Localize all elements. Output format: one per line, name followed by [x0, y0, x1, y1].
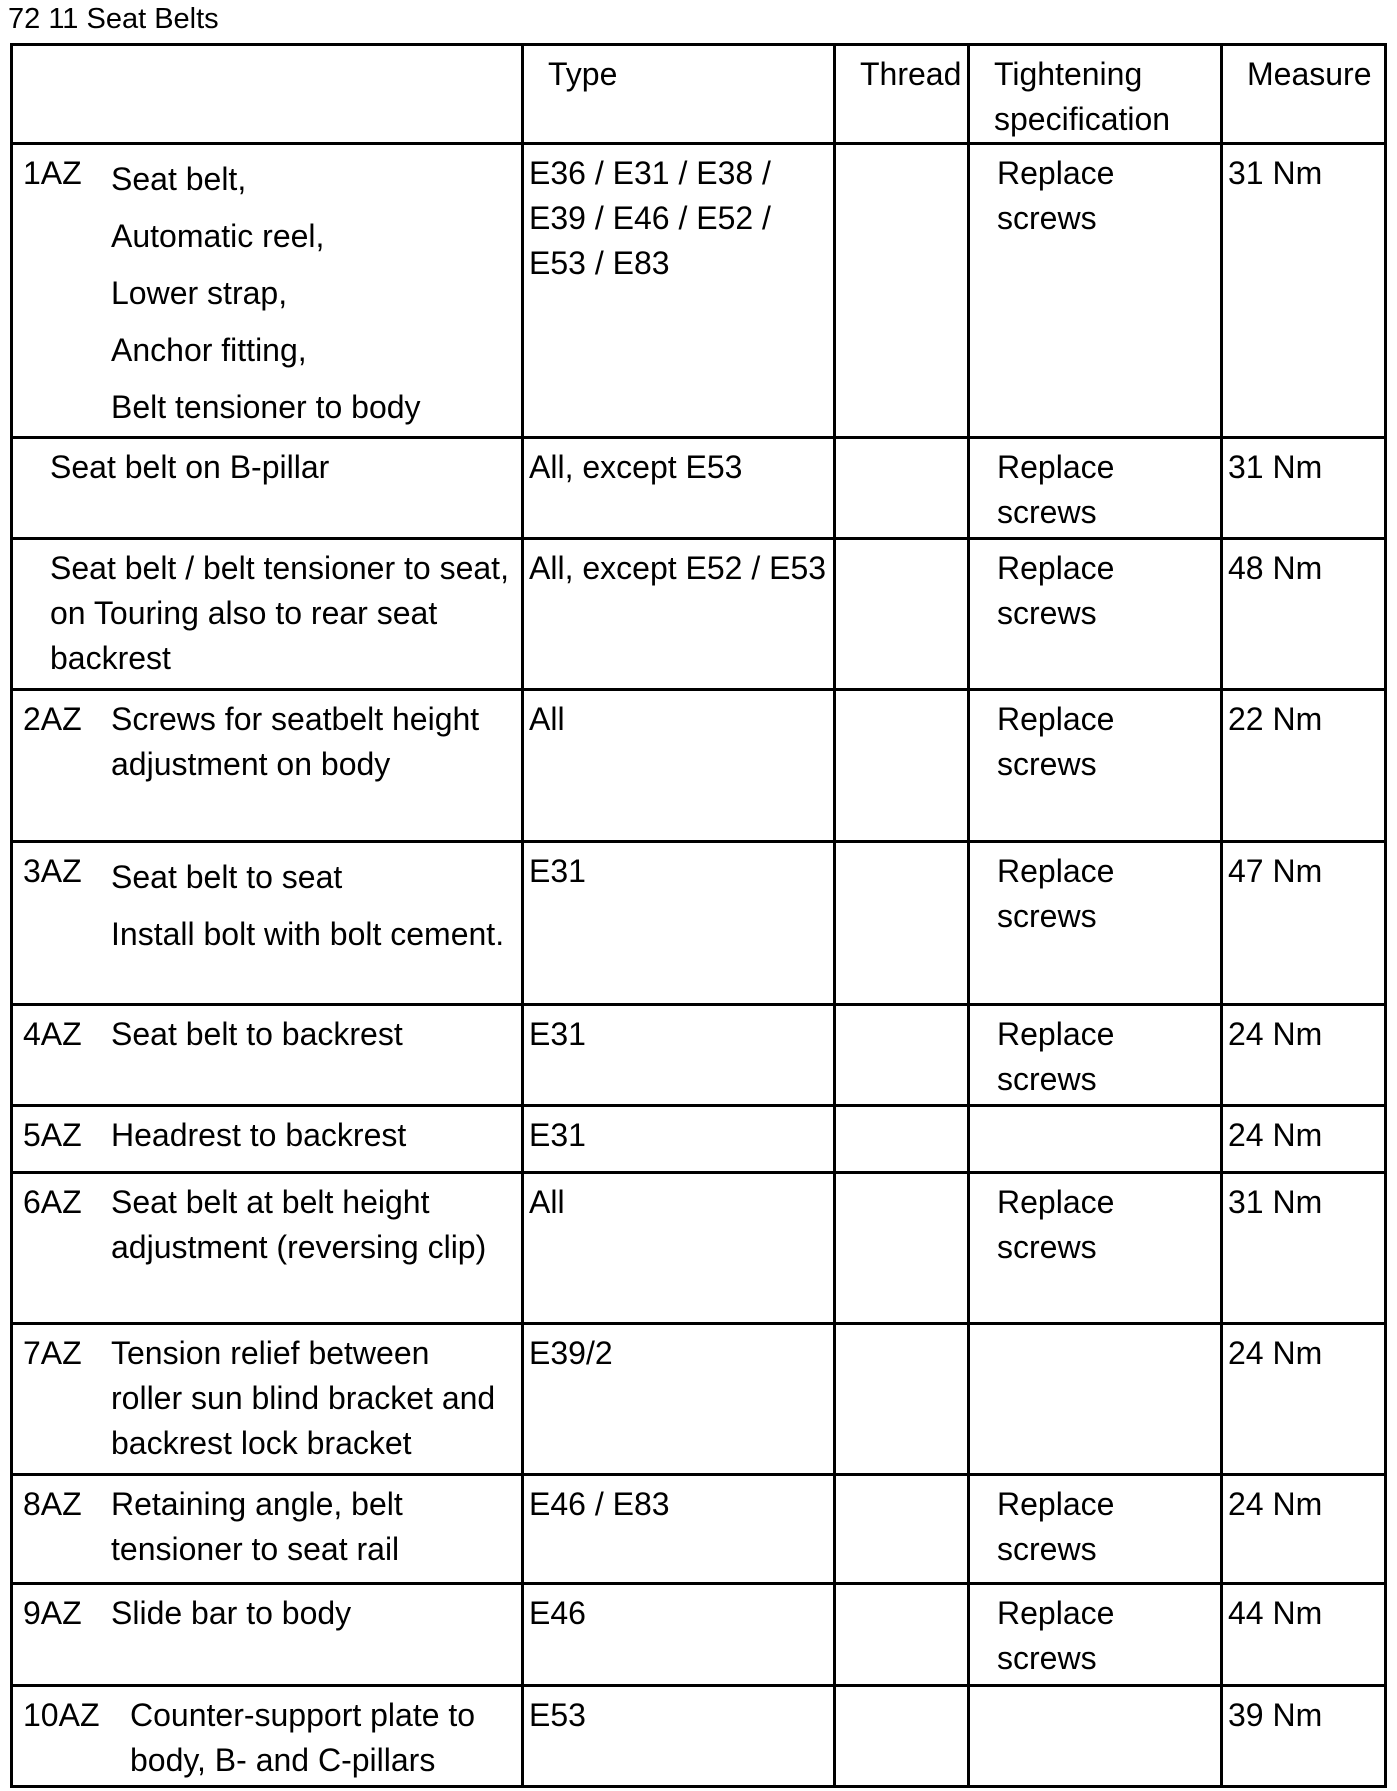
row-code: 3AZ: [23, 853, 82, 889]
table-row: [12, 1005, 1386, 1106]
description-line: Retaining angle, belt tensioner to seat rail: [111, 1486, 403, 1567]
header-measure: Measure: [1222, 45, 1386, 144]
table-row: [12, 1475, 1386, 1584]
cell-tightening: [969, 1324, 1222, 1475]
cell-measure: 24 Nm: [1222, 1005, 1386, 1106]
cell-description: [12, 1584, 523, 1686]
row-code: 2AZ: [23, 701, 82, 737]
cell-tightening: Replace screws: [969, 438, 1222, 539]
cell-thread: [835, 1475, 969, 1584]
cell-tightening: Replace screws: [969, 690, 1222, 842]
cell-type: E31: [523, 1005, 835, 1106]
description-line: Automatic reel,: [111, 218, 325, 254]
description-line: Seat belt to backrest: [111, 1016, 403, 1052]
cell-tightening: Replace screws: [969, 1173, 1222, 1324]
row-code: 6AZ: [23, 1184, 82, 1220]
cell-type: E46: [523, 1584, 835, 1686]
description-line: Seat belt to seat: [111, 859, 343, 895]
cell-measure: 31 Nm: [1222, 438, 1386, 539]
cell-measure: 44 Nm: [1222, 1584, 1386, 1686]
cell-measure: 31 Nm: [1222, 1173, 1386, 1324]
cell-description: [12, 690, 523, 842]
torque-spec-table: [10, 43, 1387, 1788]
description-line: Counter-support plate to body, B- and C-pillars: [130, 1697, 476, 1778]
description-line: Lower strap,: [111, 275, 288, 311]
table-row: [12, 690, 1386, 842]
cell-measure: 24 Nm: [1222, 1106, 1386, 1173]
cell-type: E46 / E83: [523, 1475, 835, 1584]
description-line: Anchor fitting,: [111, 332, 307, 368]
description-line: Install bolt with bolt cement.: [111, 916, 505, 952]
header-description: [12, 45, 523, 144]
row-code: 9AZ: [23, 1595, 82, 1631]
description-line: Seat belt on B-pillar: [50, 449, 330, 485]
description-line: Seat belt,: [111, 161, 247, 197]
header-tightening: [969, 45, 1222, 144]
description-line: Screws for seatbelt height adjustment on body: [111, 701, 480, 782]
cell-description: [12, 1324, 523, 1475]
cell-measure: 22 Nm: [1222, 690, 1386, 842]
description-line: Headrest to backrest: [111, 1117, 407, 1153]
cell-type: E36 / E31 / E38 / E39 / E46 / E52 / E53 / E83: [523, 144, 835, 438]
cell-thread: [835, 1106, 969, 1173]
cell-description: [12, 539, 523, 690]
cell-thread: [835, 690, 969, 842]
table-row: [12, 1584, 1386, 1686]
cell-measure: 31 Nm: [1222, 144, 1386, 438]
cell-tightening: Replace screws: [969, 842, 1222, 1005]
cell-thread: [835, 1173, 969, 1324]
header-type: Type: [523, 45, 835, 144]
cell-measure: 47 Nm: [1222, 842, 1386, 1005]
row-code: 4AZ: [23, 1016, 82, 1052]
row-code: 5AZ: [23, 1117, 82, 1153]
cell-type: E31: [523, 842, 835, 1005]
row-code: 10AZ: [23, 1697, 100, 1733]
description-line: Seat belt / belt tensioner to seat, on Touring also to rear seat backrest: [50, 550, 509, 676]
row-code: 8AZ: [23, 1486, 82, 1522]
cell-tightening: [969, 1686, 1222, 1787]
table-row: [12, 1106, 1386, 1173]
cell-description: [12, 1106, 523, 1173]
cell-tightening: [969, 1106, 1222, 1173]
cell-tightening: Replace screws: [969, 1584, 1222, 1686]
header-tightening-line1: Tightening: [994, 56, 1143, 92]
cell-thread: [835, 842, 969, 1005]
cell-thread: [835, 1005, 969, 1106]
description-line: Slide bar to body: [111, 1595, 352, 1631]
cell-type: All: [523, 690, 835, 842]
description-line: Belt tensioner to body: [111, 389, 421, 425]
cell-thread: [835, 539, 969, 690]
table-row: [12, 842, 1386, 1005]
cell-thread: [835, 144, 969, 438]
cell-measure: 24 Nm: [1222, 1324, 1386, 1475]
cell-measure: 48 Nm: [1222, 539, 1386, 690]
cell-type: E31: [523, 1106, 835, 1173]
cell-type: E53: [523, 1686, 835, 1787]
cell-type: All: [523, 1173, 835, 1324]
cell-thread: [835, 1584, 969, 1686]
table-row: [12, 1173, 1386, 1324]
cell-thread: [835, 1324, 969, 1475]
cell-description: [12, 438, 523, 539]
cell-type: All, except E53: [523, 438, 835, 539]
cell-tightening: Replace screws: [969, 144, 1222, 438]
cell-description: [12, 1475, 523, 1584]
description-line: Seat belt at belt height adjustment (reversing clip): [111, 1184, 487, 1265]
cell-tightening: Replace screws: [969, 1005, 1222, 1106]
page-title: 72 11 Seat Belts: [8, 3, 219, 35]
cell-measure: 24 Nm: [1222, 1475, 1386, 1584]
cell-thread: [835, 438, 969, 539]
table-row: [12, 1686, 1386, 1787]
table-row: [12, 1324, 1386, 1475]
header-tightening-line2: specification: [994, 101, 1171, 137]
cell-description: [12, 1173, 523, 1324]
cell-measure: 39 Nm: [1222, 1686, 1386, 1787]
cell-description: [12, 1686, 523, 1787]
row-code: 7AZ: [23, 1335, 82, 1371]
cell-tightening: Replace screws: [969, 1475, 1222, 1584]
cell-type: E39/2: [523, 1324, 835, 1475]
cell-tightening: Replace screws: [969, 539, 1222, 690]
description-line: Tension relief between roller sun blind bracket and backrest lock bracket: [111, 1335, 496, 1461]
header-row: [12, 45, 1386, 144]
header-thread: Thread: [835, 45, 969, 144]
cell-thread: [835, 1686, 969, 1787]
table-row: [12, 438, 1386, 539]
cell-description: [12, 842, 523, 1005]
cell-description: [12, 144, 523, 438]
cell-description: [12, 1005, 523, 1106]
table-row: [12, 539, 1386, 690]
cell-type: All, except E52 / E53: [523, 539, 835, 690]
row-code: 1AZ: [23, 155, 82, 191]
table-row: [12, 144, 1386, 438]
